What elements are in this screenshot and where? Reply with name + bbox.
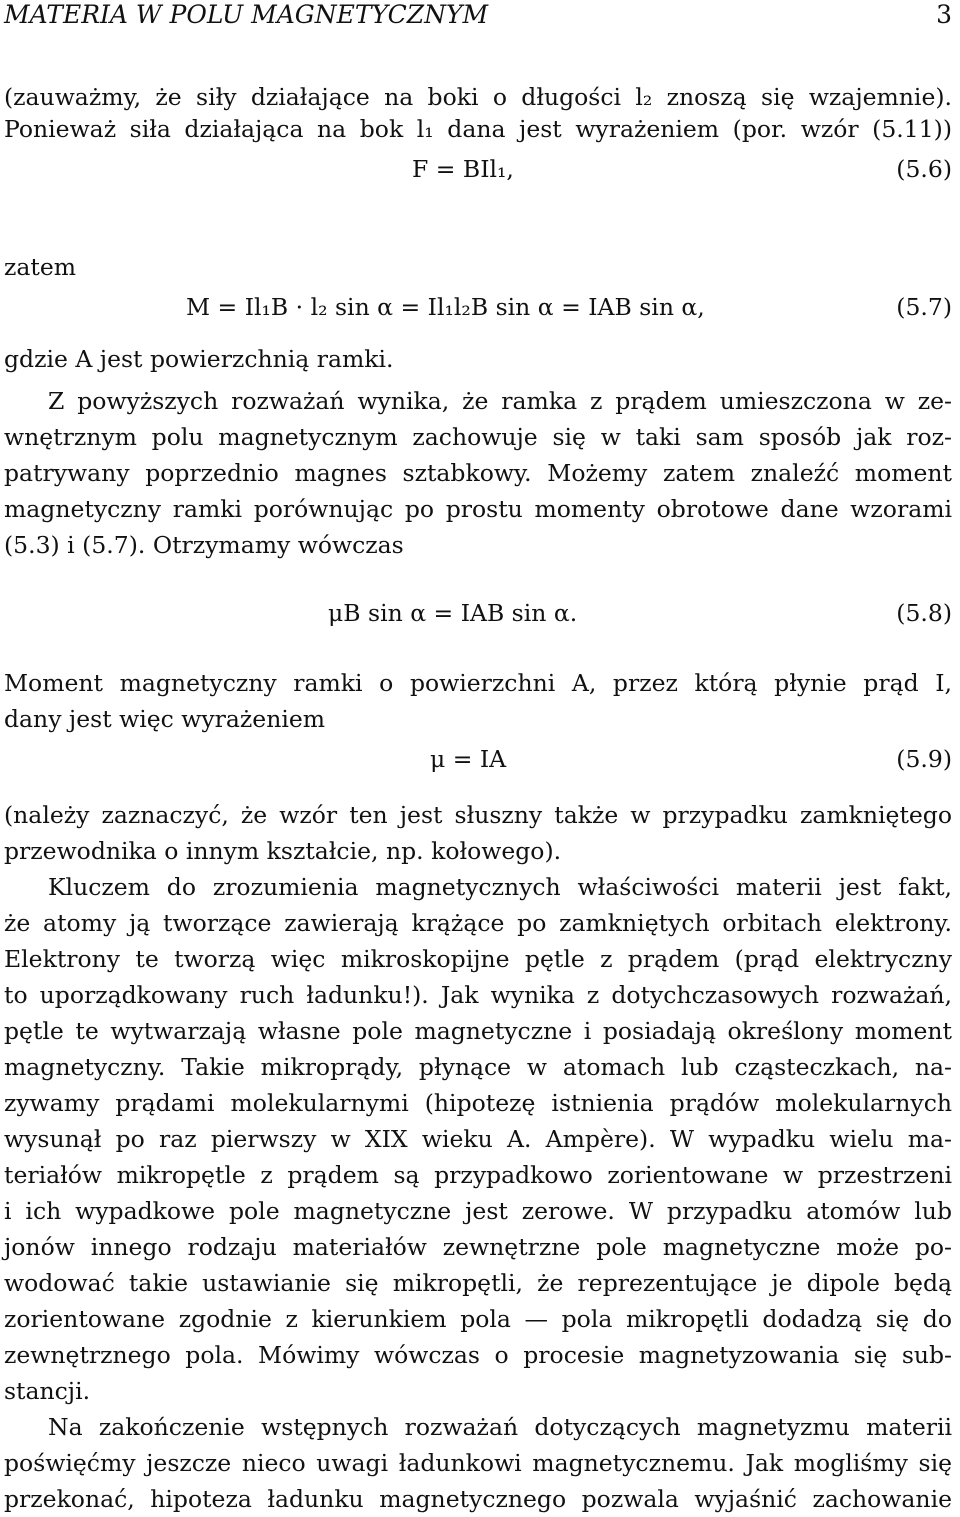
equation: μB sin α = IAB sin α. — [328, 599, 578, 627]
text-line: teriałów mikropętle z prądem są przypadkowo zorientowane w przestrzeni — [4, 1161, 952, 1189]
equation: μ = IA — [430, 745, 507, 773]
text-line: (zauważmy, że siły działające na boki o długości l₂ znoszą się wzajemnie). — [4, 83, 952, 111]
equation: M = Il₁B · l₂ sin α = Il₁l₂B sin α = IAB sin α, — [186, 293, 705, 321]
equation-number: (5.9) — [896, 745, 952, 773]
text-line: dany jest więc wyrażeniem — [4, 705, 326, 733]
text-line: stancji. — [4, 1377, 91, 1405]
text-line: magnetyczny ramki porównując po prostu momenty obrotowe dane wzorami — [4, 495, 952, 523]
text-line: przewodnika o innym kształcie, np. kołowego). — [4, 837, 562, 865]
text-line: magnetyczny. Takie mikroprądy, płynące w atomach lub cząsteczkach, na- — [4, 1053, 952, 1081]
equation: F = BIl₁, — [412, 155, 514, 183]
running-title: MATERIA W POLU MAGNETYCZNYM — [4, 0, 489, 29]
text-line: zewnętrznego pola. Mówimy wówczas o procesie magnetyzowania się sub- — [4, 1341, 952, 1369]
text-line: zorientowane zgodnie z kierunkiem pola — pola mikropętli dodadzą się do — [4, 1305, 952, 1333]
text-line: gdzie A jest powierzchnią ramki. — [4, 345, 394, 373]
text-line: Z powyższych rozważań wynika, że ramka z prądem umieszczona w ze- — [48, 387, 952, 415]
text-line: zywamy prądami molekularnymi (hipotezę istnienia prądów molekularnych — [4, 1089, 952, 1117]
text-line: Na zakończenie wstępnych rozważań dotyczących magnetyzmu materii — [48, 1413, 952, 1441]
text-line: to uporządkowany ruch ładunku!). Jak wynika z dotychczasowych rozważań, — [4, 981, 952, 1009]
equation-number: (5.8) — [896, 599, 952, 627]
text-line: poświęćmy jeszcze nieco uwagi ładunkowi magnetycznemu. Jak mogliśmy się — [4, 1449, 952, 1477]
page-number: 3 — [936, 0, 952, 29]
text-line: przekonać, hipoteza ładunku magnetycznego pozwala wyjaśnić zachowanie — [4, 1485, 952, 1513]
text-line: i ich wypadkowe pole magnetyczne jest zerowe. W przypadku atomów lub — [4, 1197, 952, 1225]
running-header — [4, 0, 952, 29]
text-line: zatem — [4, 253, 77, 281]
text-line: wysunął po raz pierwszy w XIX wieku A. Ampère). W wypadku wielu ma- — [4, 1125, 952, 1153]
text-line: Ponieważ siła działająca na bok l₁ dana jest wyrażeniem (por. wzór (5.11)) — [4, 115, 952, 143]
text-line: wodować takie ustawianie się mikropętli, że reprezentujące je dipole będą — [4, 1269, 952, 1297]
text-line: patrywany poprzednio magnes sztabkowy. Możemy zatem znaleźć moment — [4, 459, 952, 487]
text-line: (5.3) i (5.7). Otrzymamy wówczas — [4, 531, 404, 559]
equation-number: (5.6) — [896, 155, 952, 183]
text-line: jonów innego rodzaju materiałów zewnętrzne pole magnetyczne może po- — [4, 1233, 952, 1261]
text-line: Elektrony te tworzą więc mikroskopijne pętle z prądem (prąd elektryczny — [4, 945, 952, 973]
text-line: że atomy ją tworzące zawierają krążące po zamkniętych orbitach elektrony. — [4, 909, 952, 937]
text-line: Kluczem do zrozumienia magnetycznych właściwości materii jest fakt, — [48, 873, 952, 901]
equation-number: (5.7) — [896, 293, 952, 321]
text-line: pętle te wytwarzają własne pole magnetyczne i posiadają określony moment — [4, 1017, 952, 1045]
text-line: Moment magnetyczny ramki o powierzchni A, przez którą płynie prąd I, — [4, 669, 952, 697]
text-line: wnętrznym polu magnetycznym zachowuje się w taki sam sposób jak roz- — [4, 423, 952, 451]
text-line: (należy zaznaczyć, że wzór ten jest słuszny także w przypadku zamkniętego — [4, 801, 952, 829]
